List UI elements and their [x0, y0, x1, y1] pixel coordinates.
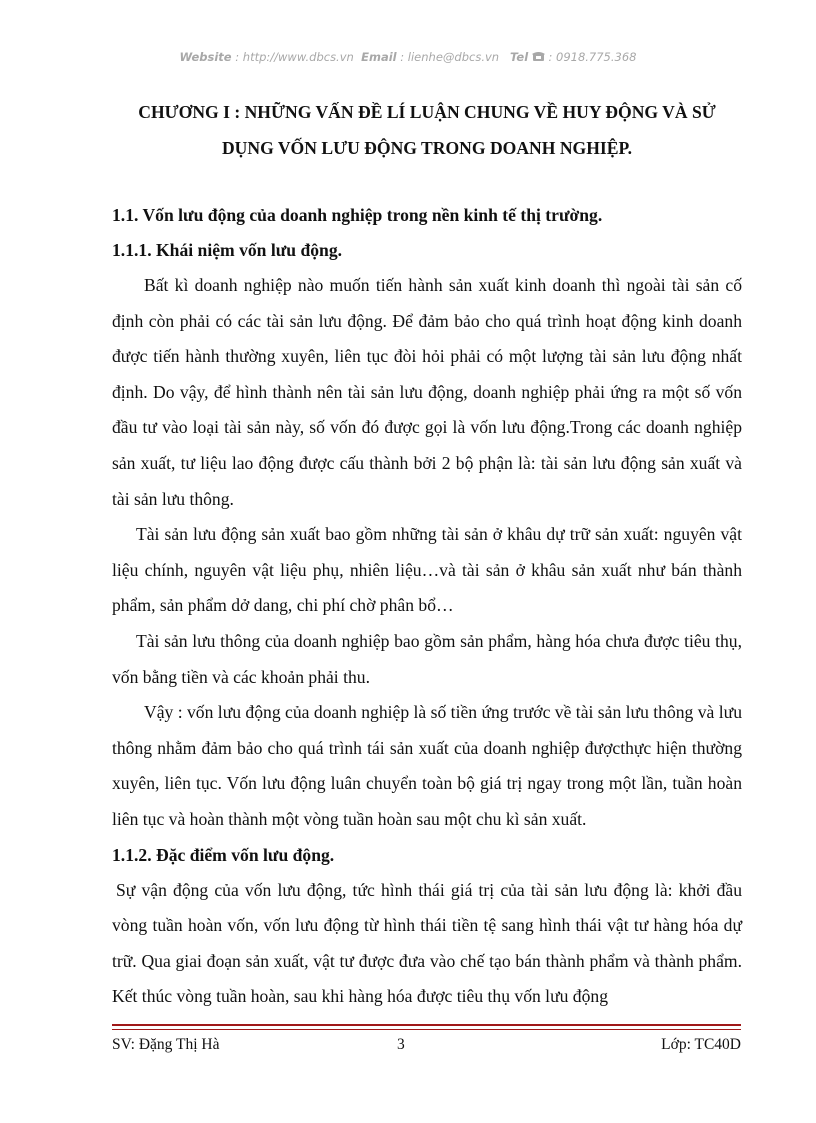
page-footer [112, 1036, 741, 1058]
tel-number: : 0918.775.368 [548, 50, 637, 64]
tel-label: Tel [510, 50, 529, 64]
footer-class: Lớp: TC40D [661, 1036, 741, 1053]
paragraph-characteristics: Sự vận động của vốn lưu động, tức hình thái giá trị của tài sản lưu động là: khởi đầu vòng tuần hoàn vốn, vốn lưu động từ hình thái tiền tệ sang hình thái vật tư hàng hóa dự trữ. Qua giai đoạn sản xuất, vật tư được đưa vào chế tạo bán thành phẩm và thành phẩm. Kết thúc vòng tuần hoàn, sau khi hàng hóa được tiêu thụ vốn lưu động [112, 879, 742, 1007]
paragraph-production-assets: Tài sản lưu động sản xuất bao gồm những tài sản ở khâu dự trữ sản xuất: nguyên vật liệu chính, nguyên vật liệu phụ, nhiên liệu…và tài sản ở khâu sản xuất như bán thành phẩm, sản phẩm dở dang, chi phí chờ phân bổ… [112, 524, 742, 616]
page-number: 3 [397, 1036, 405, 1053]
phone-icon [532, 50, 545, 64]
section-heading-1-1: 1.1. Vốn lưu động của doanh nghiệp trong nền kinh tế thị trường. [112, 205, 603, 225]
website-separator: : [231, 50, 243, 64]
email-address[interactable]: lienhe@dbcs.vn [407, 50, 500, 64]
paragraph-circulation-assets: Tài sản lưu thông của doanh nghiệp bao gồm sản phẩm, hàng hóa chưa được tiêu thụ, vốn bằng tiền và các khoản phải thu. [112, 630, 742, 687]
website-url[interactable]: http://www.dbcs.vn [242, 50, 354, 64]
email-separator: : [396, 50, 408, 64]
footer-student: SV: Đặng Thị Hà [112, 1036, 220, 1053]
section-heading-1-1-2: 1.1.2. Đặc điểm vốn lưu động. [112, 844, 335, 865]
footer-rule-thin [112, 1029, 741, 1030]
email-label: Email [361, 50, 397, 64]
website-label: Website [179, 50, 232, 64]
paragraph-definition: Bất kì doanh nghiệp nào muốn tiến hành sản xuất kinh doanh thì ngoài tài sản cố định còn phải có các tài sản lưu động. Để đảm bảo cho quá trình hoạt động kinh doanh được tiến hành thường xuyên, liên tục đòi hỏi phải có một lượng tài sản lưu động nhất định. Do vậy, để hình thành nên tài sản lưu động, doanh nghiệp phải ứng ra một số vốn đầu tư vào loại tài sản này, số vốn đó được gọi là vốn lưu động.Trong các doanh nghiệp sản xuất, tư liệu lao động được cấu thành bởi 2 bộ phận là: tài sản lưu động sản xuất và tài sản lưu thông. [112, 275, 742, 509]
document-body [112, 94, 742, 1015]
section-heading-1-1-1: 1.1.1. Khái niệm vốn lưu động. [112, 240, 343, 260]
footer-rule-thick [112, 1024, 741, 1026]
page-header [0, 50, 816, 64]
chapter-title: CHƯƠNG I : NHỮNG VẤN ĐỀ LÍ LUẬN CHUNG VỀ HUY ĐỘNG VÀ SỬ DỤNG VỐN LƯU ĐỘNG TRONG DOANH NGHIỆP. [138, 102, 716, 158]
paragraph-conclusion: Vậy : vốn lưu động của doanh nghiệp là số tiền ứng trước về tài sản lưu thông và lưu thông nhằm đảm bảo cho quá trình tái sản xuất của doanh nghiệp đượcthực hiện thường xuyên, liên tục. Vốn lưu động luân chuyển toàn bộ giá trị ngay trong một lần, tuần hoàn liên tục và hoàn thành một vòng tuần hoàn sau một chu kì sản xuất. [112, 702, 742, 829]
